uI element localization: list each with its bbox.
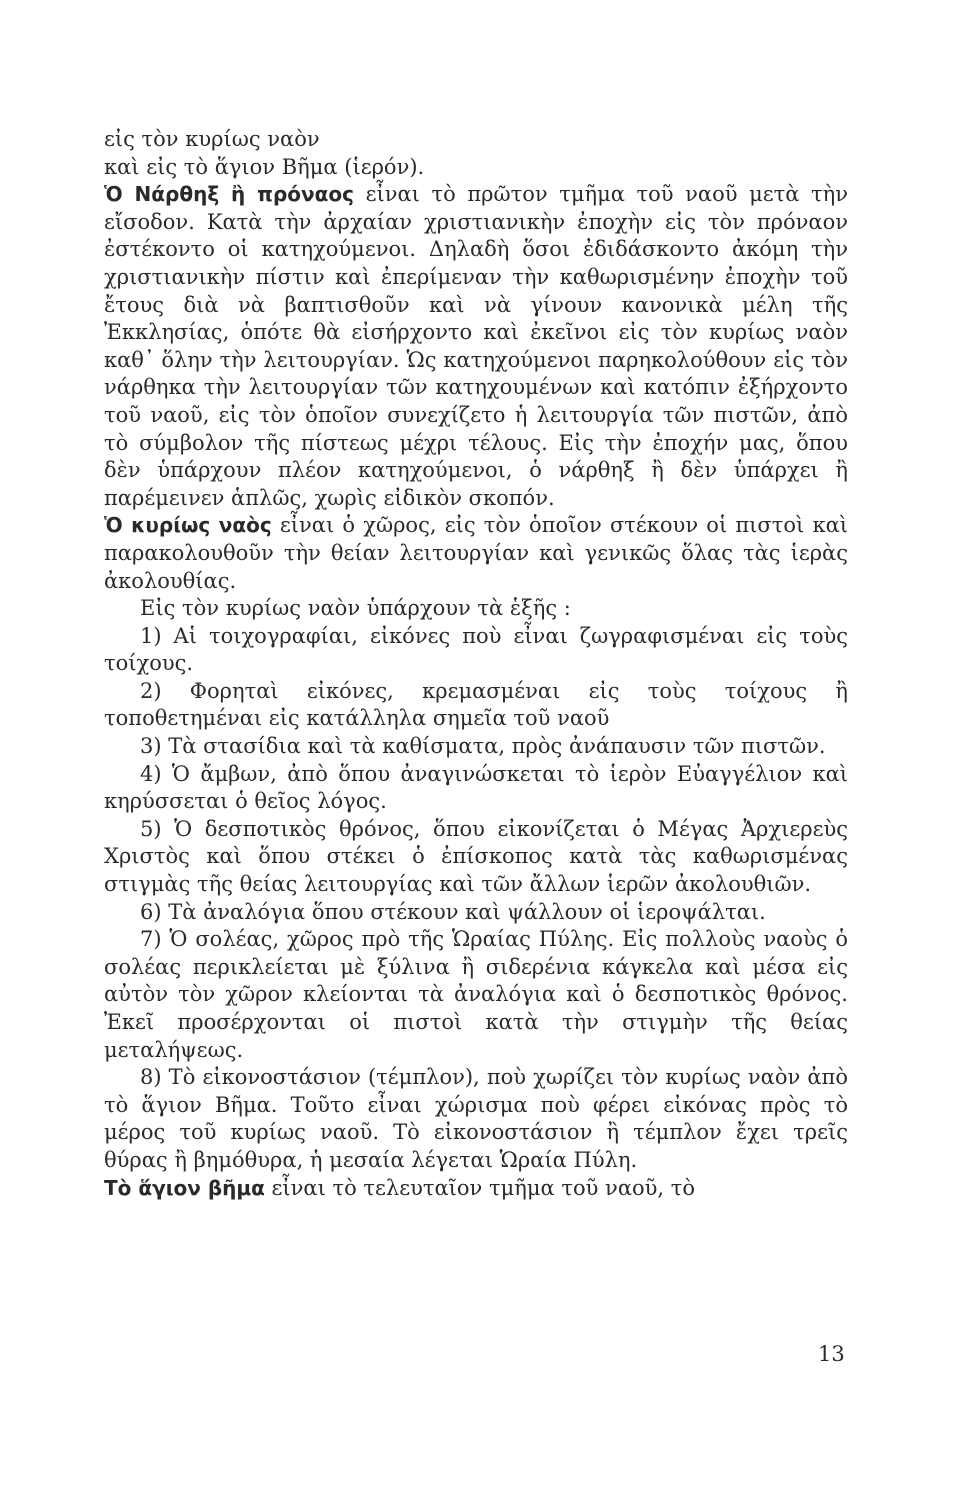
page-number: 13 (818, 1342, 845, 1366)
altar-term: Τὸ ἅγιον βῆμα (104, 1175, 265, 1200)
page-body (104, 126, 848, 1202)
nave-paragraph (104, 512, 848, 595)
nave-term: Ὁ κυρίως ναὸς (104, 513, 272, 538)
intro-line: καὶ εἰς τὸ ἅγιον Βῆμα (ἱερόν). (104, 154, 425, 179)
list-item: 5) Ὁ δεσποτικὸς θρόνος, ὅπου εἰκονίζεται ὁ Μέγας Ἀρχιερεὺς Χριστὸς καὶ ὅπου στέκει ὁ ἐπίσκοπος κατὰ τὰς καθωρισμένας στιγμὰς τῆς θείας λειτουργίας καὶ τῶν ἄλλων ἱερῶν ἀκολουθιῶν. (104, 816, 848, 897)
altar-text: εἶναι τὸ τελευταῖον τμῆμα τοῦ ναοῦ, τὸ (264, 1175, 696, 1200)
altar-paragraph (104, 1175, 848, 1203)
nave-text: εἶναι ὁ χῶρος, εἰς τὸν ὁποῖον στέκουν οἱ πιστοὶ καὶ παρακολουθοῦν τὴν θείαν λειτουργίαν καὶ γενικῶς ὅλας τὰς ἱερὰς ἀκολουθίας. (104, 513, 848, 593)
list-item: 6) Τὰ ἀναλόγια ὅπου στέκουν καὶ ψάλλουν οἱ ἱεροψάλται. (140, 899, 766, 924)
list-item: 4) Ὁ ἄμβων, ἀπὸ ὅπου ἀναγινώσκεται τὸ ἱερὸν Εὐαγγέλιον καὶ κηρύσσεται ὁ θεῖος λόγος. (104, 761, 848, 814)
list-item: 7) Ὁ σολέας, χῶρος πρὸ τῆς Ὡραίας Πύλης. Εἰς πολλοὺς ναοὺς ὁ σολέας περικλείεται μὲ ξύλινα ἢ σιδερένια κάγκελα καὶ μέσα εἰς αὐτὸν τὸν χῶρον κλείονται τὰ ἀναλόγια καὶ ὁ δεσποτικὸς θρόνος. Ἐκεῖ προσέρχονται οἱ πιστοὶ κατὰ τὴν στιγμὴν τῆς θείας μεταλήψεως. (104, 927, 848, 1062)
narthex-term: Ὁ Νάρθηξ ἢ πρόναος (104, 182, 354, 207)
list-intro: Εἰς τὸν κυρίως ναὸν ὑπάρχουν τὰ ἑξῆς : (140, 596, 571, 621)
narthex-text: εἶναι τὸ πρῶτον τμῆμα τοῦ ναοῦ μετὰ τὴν εἴσοδον. Κατὰ τὴν ἀρχαίαν χριστιανικὴν ἐποχὴν εἰς τὸν πρόναον ἐστέκοντο οἱ κατηχούμενοι. Δηλαδὴ ὅσοι ἐδιδάσκοντο ἀκόμη τὴν χριστιανικὴν πίστιν καὶ ἐπερίμεναν τὴν καθωρισμένην ἐποχὴν τοῦ ἔτους διὰ νὰ βαπτισθοῦν καὶ νὰ γίνουν κανονικὰ μέλη τῆς Ἐκκλησίας, ὁπότε θὰ εἰσήρχοντο καὶ ἐκεῖνοι εἰς τὸν κυρίως ναὸν καθ᾽ ὅλην τὴν λειτουργίαν. Ὡς κατηχούμενοι παρηκολούθουν εἰς τὸν νάρθηκα τὴν λειτουργίαν τῶν κατηχουμένων καὶ κατόπιν ἐξήρχοντο τοῦ ναοῦ, εἰς τὸν ὁποῖον συνεχίζετο ἡ λειτουργία τῶν πιστῶν, ἀπὸ τὸ σύμβολον τῆς πίστεως μέχρι τέλους. Εἰς τὴν ἐποχήν μας, ὅπου δὲν ὑπάρχουν πλέον κατηχούμενοι, ὁ νάρθηξ ἢ δὲν ὑπάρχει ἢ παρέμεινεν ἁπλῶς, χωρὶς εἰδικὸν σκοπόν. (104, 182, 849, 510)
intro-line: εἰς τὸν κυρίως ναὸν (104, 127, 320, 151)
narthex-paragraph (104, 181, 848, 512)
list-item: 8) Τὸ εἰκονοστάσιον (τέμπλον), ποὺ χωρίζει τὸν κυρίως ναὸν ἀπὸ τὸ ἅγιον Βῆμα. Τοῦτο εἶναι χώρισμα ποὺ φέρει εἰκόνας πρὸς τὸ μέρος τοῦ κυρίως ναοῦ. Τὸ εἰκονοστάσιον ἢ τέμπλον ἔχει τρεῖς θύρας ἢ βημόθυρα, ἡ μεσαία λέγεται Ὡραία Πύλη. (104, 1065, 848, 1172)
list-item: 3) Τὰ στασίδια καὶ τὰ καθίσματα, πρὸς ἀνάπαυσιν τῶν πιστῶν. (140, 734, 826, 759)
list-item: 2) Φορηταὶ εἰκόνες, κρεμασμέναι εἰς τοὺς τοίχους ἢ τοποθετημέναι εἰς κατάλληλα σημεῖα τοῦ ναοῦ (104, 678, 848, 731)
list-item: 1) Αἱ τοιχογραφίαι, εἰκόνες ποὺ εἶναι ζωγραφισμέναι εἰς τοὺς τοίχους. (104, 623, 848, 676)
